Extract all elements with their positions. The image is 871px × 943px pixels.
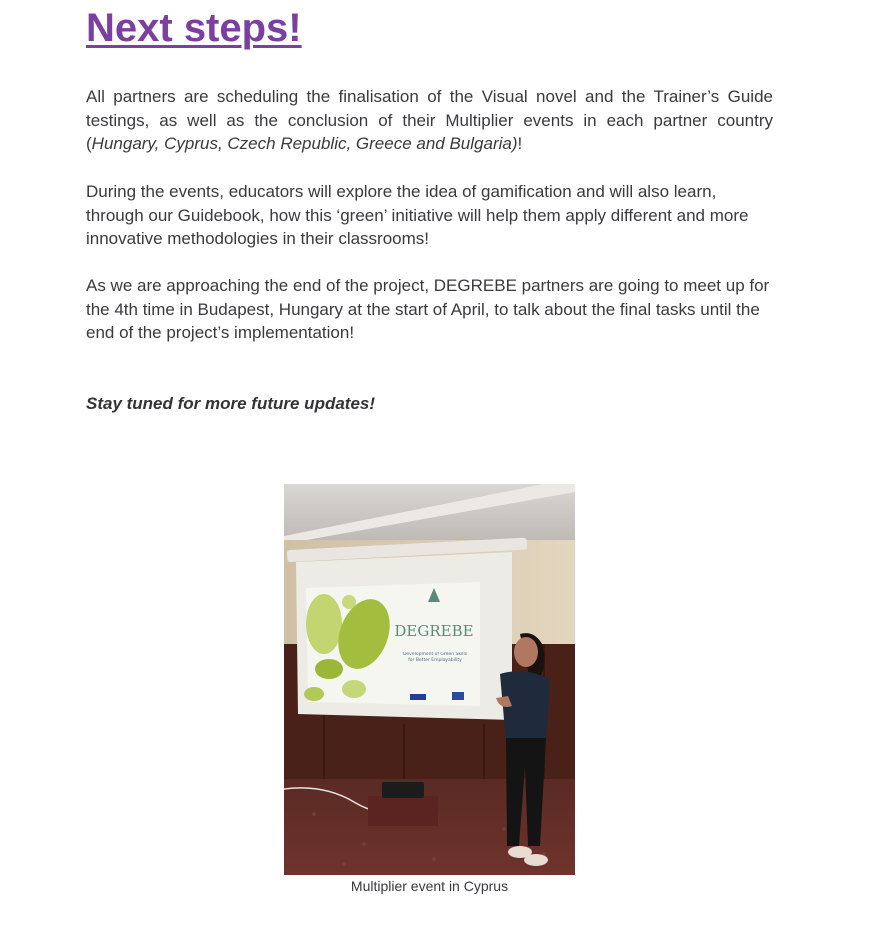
paragraph-schedule — [86, 85, 773, 156]
paragraph-events: During the events, educators will explore the idea of gamification and will also learn, through our Guidebook, how this ‘green’ initiative will help them apply different and more innovative methodologies in their classrooms! — [86, 182, 749, 249]
slide-logo-text: DEGREBE — [394, 622, 474, 640]
page-heading: Next steps! — [86, 6, 302, 50]
event-photo — [284, 484, 575, 875]
stay-tuned-tagline: Stay tuned for more future updates! — [86, 394, 376, 413]
photo-caption: Multiplier event in Cyprus — [350, 878, 509, 894]
paragraph-schedule-text: All partners are scheduling the finalisation of the Visual novel and the Trainer’s Guide testings, as well as the conclusion of their Multiplier events in each partner country ( — [86, 87, 773, 154]
slide-subtitle: Development of Green Skills for Better Employability — [402, 652, 468, 663]
event-photo-illustration — [284, 484, 575, 875]
paragraph-meeting: As we are approaching the end of the project, DEGREBE partners are going to meet up for the 4th time in Budapest, Hungary at the start of April, to talk about the final tasks until the end of the project’s implementation! — [86, 276, 770, 343]
partner-countries: Hungary, Cyprus, Czech Republic, Greece and Bulgaria) — [91, 134, 518, 154]
paragraph-schedule-end: ! — [517, 134, 523, 154]
